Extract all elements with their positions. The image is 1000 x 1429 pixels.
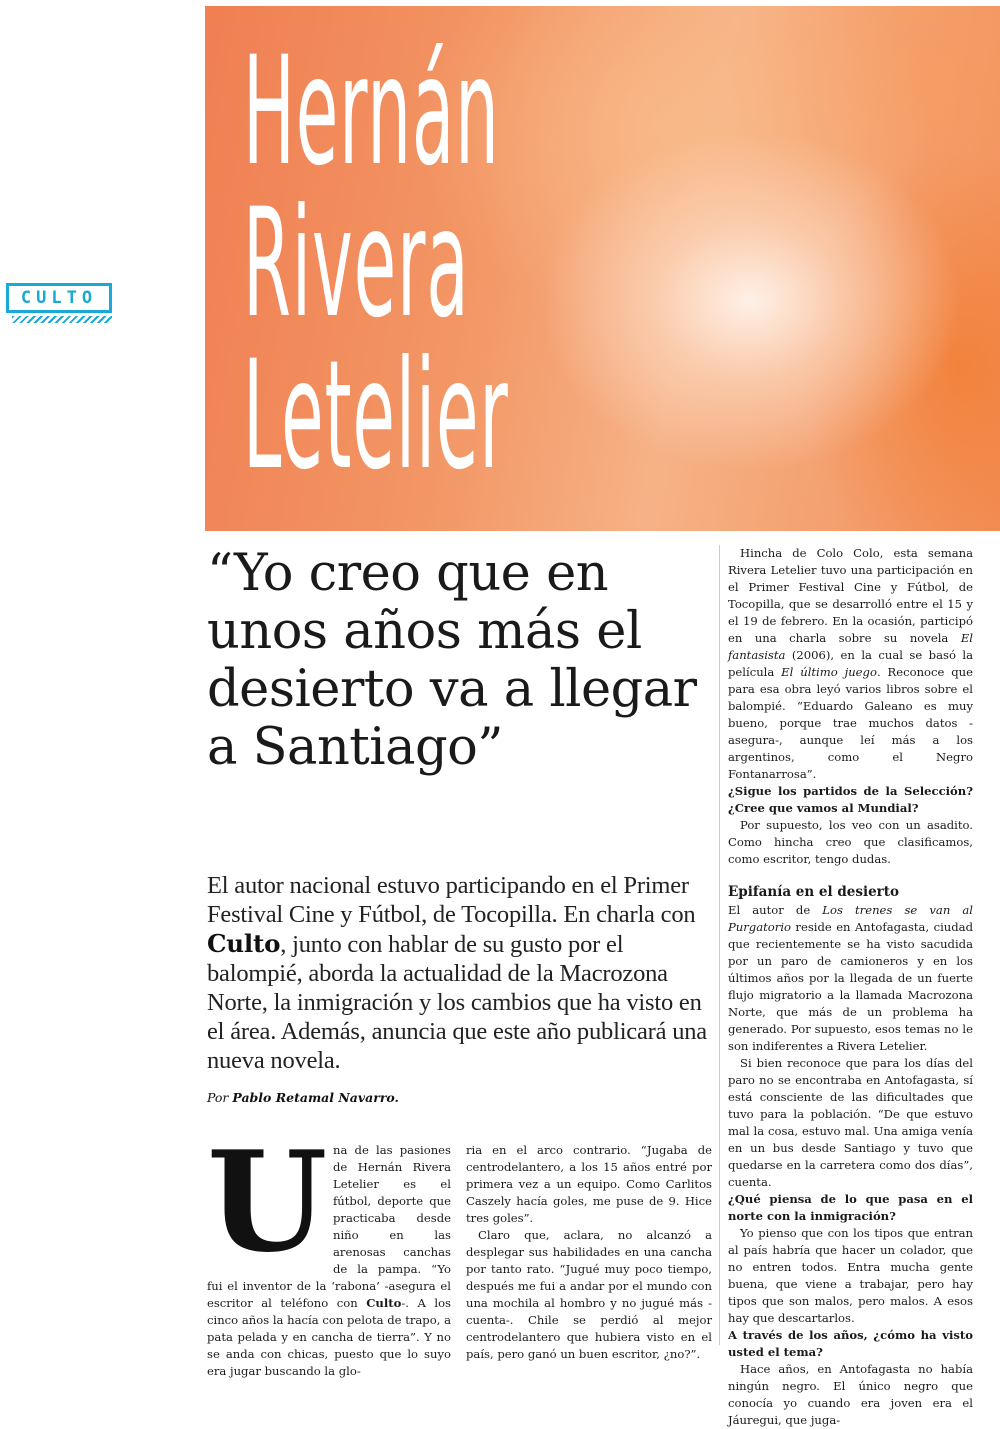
interview-answer: Yo pienso que con los tipos que entran al país habría que hacer un colador, que no entren todos. Entra mucha gente buena, que viene a trabajar, pero hay tipos que son malos, pero malos. A esos hay que descartarlos. (728, 1226, 973, 1325)
body-text: . Reconoce que para esa obra leyó varios libros sobre el balompié. “Eduardo Galeano es muy bueno, porque trae muchos datos -asegura-, aunque leí más a los argentinos, como el Negro Fontanarrosa”. (728, 665, 974, 781)
body-paragraph: ria en el arco contrario. “Jugaba de centrodelantero, a los 15 años entré por primera vez a un equipo. Como Carlitos Caszely hacía goles, me puse de 9. Hice tres goles”. (466, 1143, 712, 1225)
section-tag (6, 283, 114, 321)
subheading: Epifanía en el desierto (728, 884, 900, 900)
byline-author: Pablo Retamal Navarro. (232, 1090, 399, 1105)
lead-brand: Culto (207, 929, 281, 958)
interview-question: A través de los años, ¿cómo ha visto usted el tema? (728, 1328, 973, 1359)
body-brand: Culto (366, 1296, 402, 1310)
hero-title-line-3: Letelier (243, 329, 509, 503)
column-divider (719, 545, 720, 1345)
body-paragraph: Si bien reconoce que para los días del paro no se encontraba en Antofagasta, sí está consciente de las dificultades que tuvo para la población. “De que estuvo mal la cosa, estuvo mal. Una amiga venía en un bus desde Santiago y tuvo que quedarse en la carretera como dos días”, cuenta. (728, 1056, 973, 1189)
body-text: Hincha de Colo Colo, esta semana Rivera Letelier tuvo una participación en el Primer Festival Cine y Fútbol, de Tocopilla, que se desarrolló entre el 15 y el 19 de febrero. En la ocasión, participó en una charla sobre su novela (728, 546, 973, 645)
lead-text-2: , junto con hablar de su gusto por el balompié, aborda la actualidad de la Macrozona Norte, la inmigración y los cambios que ha visto en el área. Además, anuncia que este año publicará una nueva novela. (207, 931, 707, 1074)
body-text: El autor de (728, 903, 823, 917)
body-text: -. A los cinco años la hacía con pelota de trapo, a pata pelada y en cancha de tierra”. Y no se anda con chicas, puesto que lo suyo era jugar buscando la glo- (207, 1296, 451, 1378)
byline (207, 1090, 399, 1105)
interview-question: ¿Qué piensa de lo que pasa en el norte con la inmigración? (728, 1192, 973, 1223)
drop-cap: U (207, 1120, 328, 1283)
body-italic: El último juego (781, 665, 877, 679)
hero-title (243, 25, 821, 503)
interview-answer: Hace años, en Antofagasta no había ningún negro. El único negro que conocía yo cuando era joven era el Jáuregui, que juga- (728, 1362, 973, 1427)
section-tag-stripes (12, 316, 112, 323)
body-text: na de las pasiones de Hernán Rivera Letelier es el fútbol, deporte que practicaba desde niño en las arenosas canchas de la pampa. “Yo fui el inventor de la ‘rabona’ -asegura el escritor al teléfono con (207, 1143, 451, 1310)
byline-prefix: Por (207, 1090, 229, 1105)
body-column-2 (466, 1142, 712, 1363)
hero-title-line-1: Hernán (243, 25, 500, 199)
body-column-1 (207, 1120, 451, 1380)
body-paragraph (728, 902, 973, 1055)
body-paragraph: Claro que, aclara, no alcanzó a desplegar sus habilidades en una cancha por tanto rato. “Jugué muy poco tiempo, después me fui a andar por el mundo con una mochila al hombro y no jugué más -cuenta-. Chile se perdió al mejor centrodelantero que hubiera visto en el país, pero ganó un buen escritor, ¿no?”. (466, 1228, 712, 1361)
lead-text-1: El autor nacional estuvo participando en el Primer Festival Cine y Fútbol, de Tocopilla. En charla con (207, 872, 696, 928)
headline: “Yo creo que en unos años más el desierto va a llegar a Santiago” (207, 544, 697, 777)
body-italic: Los trenes se van al Purgatorio (728, 903, 973, 934)
hero-photo (205, 6, 1000, 531)
section-tag-label: CULTO (20, 288, 98, 308)
body-text: (2006), en la cual se basó la película (728, 648, 973, 679)
body-column-3 (728, 545, 973, 1429)
interview-question: ¿Sigue los partidos de la Selección? ¿Cree que vamos al Mundial? (728, 784, 973, 815)
lead-paragraph (207, 871, 712, 1075)
interview-answer: Por supuesto, los veo con un asadito. Como hincha creo que clasificamos, como escritor, tengo dudas. (728, 818, 973, 866)
body-italic: El fantasista (728, 631, 973, 662)
hero-title-line-2: Rivera (243, 177, 470, 351)
body-paragraph (728, 545, 973, 783)
body-text: reside en Antofagasta, ciudad que recientemente se ha visto sacudida por un paro de camioneros y en los últimos años por la llegada de un fuerte flujo migratorio a la llamada Macrozona Norte, que más de un problema ha generado. Por supuesto, esos temas no le son indiferentes a Rivera Letelier. (728, 920, 973, 1053)
